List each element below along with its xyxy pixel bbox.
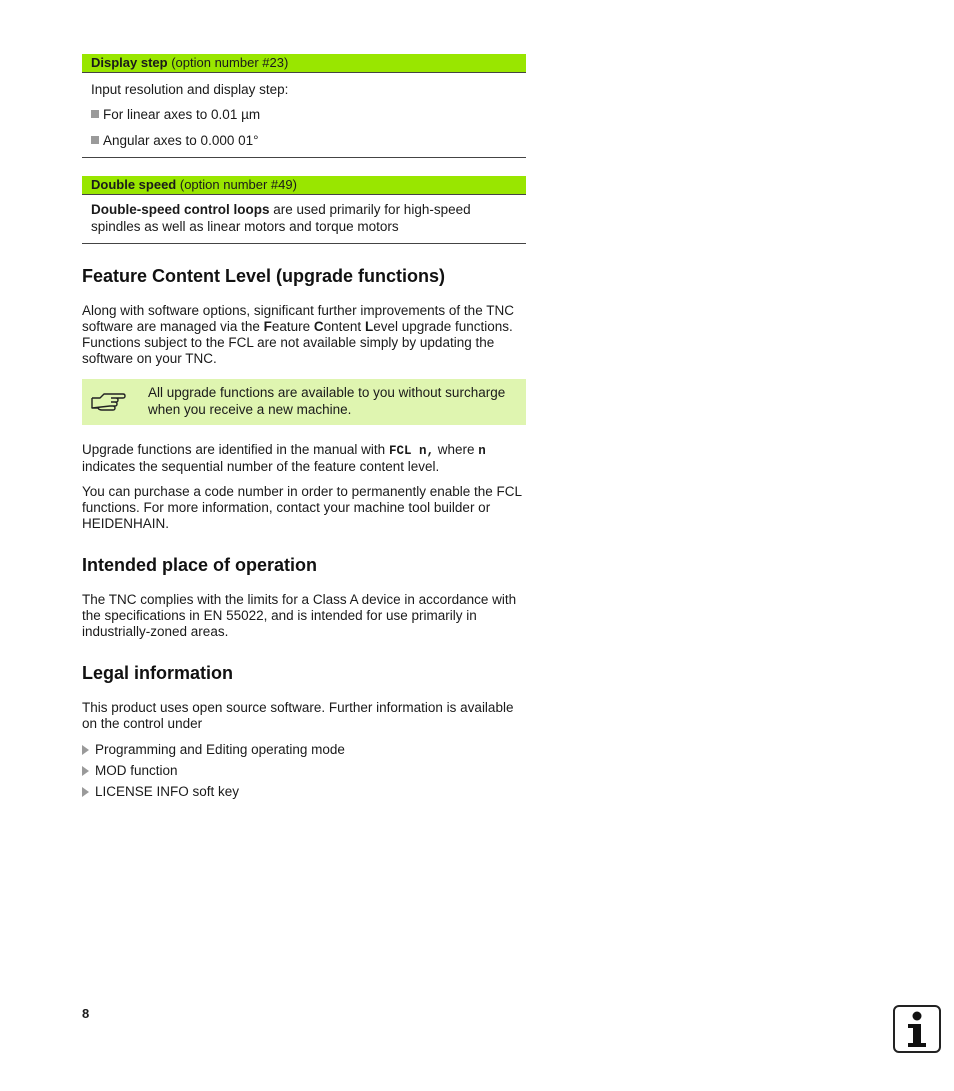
place-heading: Intended place of operation	[82, 555, 318, 575]
text: evel upgrade functions. Functions subject to the FCL are not available simply by updating the software on your TNC.	[82, 319, 513, 366]
display-step-option: (option number #23)	[171, 55, 289, 70]
display-step-item-2	[91, 132, 517, 149]
double-speed-title: Double speed	[91, 177, 177, 192]
arrow-right-icon	[82, 766, 89, 776]
text: indicates the sequential number of the feature content level.	[82, 459, 440, 474]
fcl-paragraph-1	[82, 303, 526, 367]
note-box	[82, 379, 526, 425]
double-speed-header	[82, 176, 526, 195]
legal-step-2	[82, 762, 178, 779]
legal-step-1	[82, 741, 345, 758]
fcl-paragraph-2	[82, 442, 526, 475]
page-number: 8	[82, 1006, 90, 1021]
double-speed-option: (option number #49)	[179, 177, 297, 192]
square-bullet-icon	[91, 110, 99, 118]
code-n: n	[478, 444, 486, 458]
double-speed-desc	[91, 201, 517, 235]
text: Along with software options, significant further improvements of the TNC software are managed via the	[82, 303, 514, 334]
info-glyph	[895, 1007, 939, 1051]
legal-step-3	[82, 783, 239, 800]
double-speed-body	[82, 195, 526, 244]
text: F	[263, 319, 272, 334]
text: C	[313, 319, 324, 334]
text: where	[433, 442, 479, 457]
text: ontent	[323, 319, 365, 334]
double-speed-table	[82, 176, 526, 244]
arrow-right-icon	[82, 745, 89, 755]
place-paragraph: The TNC complies with the limits for a Class A device in accordance with the specifications in EN 55022, and is intended for use primarily in industrially-zoned areas.	[82, 592, 517, 639]
display-step-body	[82, 73, 526, 158]
step-text: MOD function	[95, 763, 178, 778]
step-text: LICENSE INFO soft key	[95, 784, 240, 799]
arrow-right-icon	[82, 787, 89, 797]
item-text: For linear axes to 0.01 µm	[103, 107, 261, 122]
legal-heading: Legal information	[82, 663, 234, 683]
desc-bold: Double-speed control loops	[91, 202, 270, 217]
code-fcl: FCL n,	[388, 444, 434, 458]
desc-rest: are used primarily for high-speed spindles as well as linear motors and torque motors	[91, 202, 471, 234]
fcl-paragraph-3: You can purchase a code number in order to permanently enable the FCL functions. For more information, contact your machine tool builder or HEIDENHAIN.	[82, 484, 522, 531]
display-step-item-1	[91, 106, 517, 123]
step-text: Programming and Editing operating mode	[95, 742, 345, 757]
fcl-heading: Feature Content Level (upgrade functions)	[82, 266, 446, 286]
item-text: Angular axes to 0.000 01°	[103, 133, 259, 148]
display-step-title: Display step	[91, 55, 168, 70]
display-step-header	[82, 54, 526, 73]
square-bullet-icon	[91, 136, 99, 144]
display-step-intro: Input resolution and display step:	[91, 82, 289, 97]
text: L	[364, 319, 374, 334]
note-text: All upgrade functions are available to you without surcharge when you receive a new machine.	[148, 385, 506, 417]
text: eature	[271, 319, 314, 334]
pointing-hand-icon	[90, 389, 126, 415]
text: Upgrade functions are identified in the manual with	[82, 442, 389, 457]
legal-paragraph: This product uses open source software. Further information is available on the control under	[82, 700, 514, 731]
info-icon	[893, 1005, 941, 1053]
display-step-table	[82, 54, 526, 158]
